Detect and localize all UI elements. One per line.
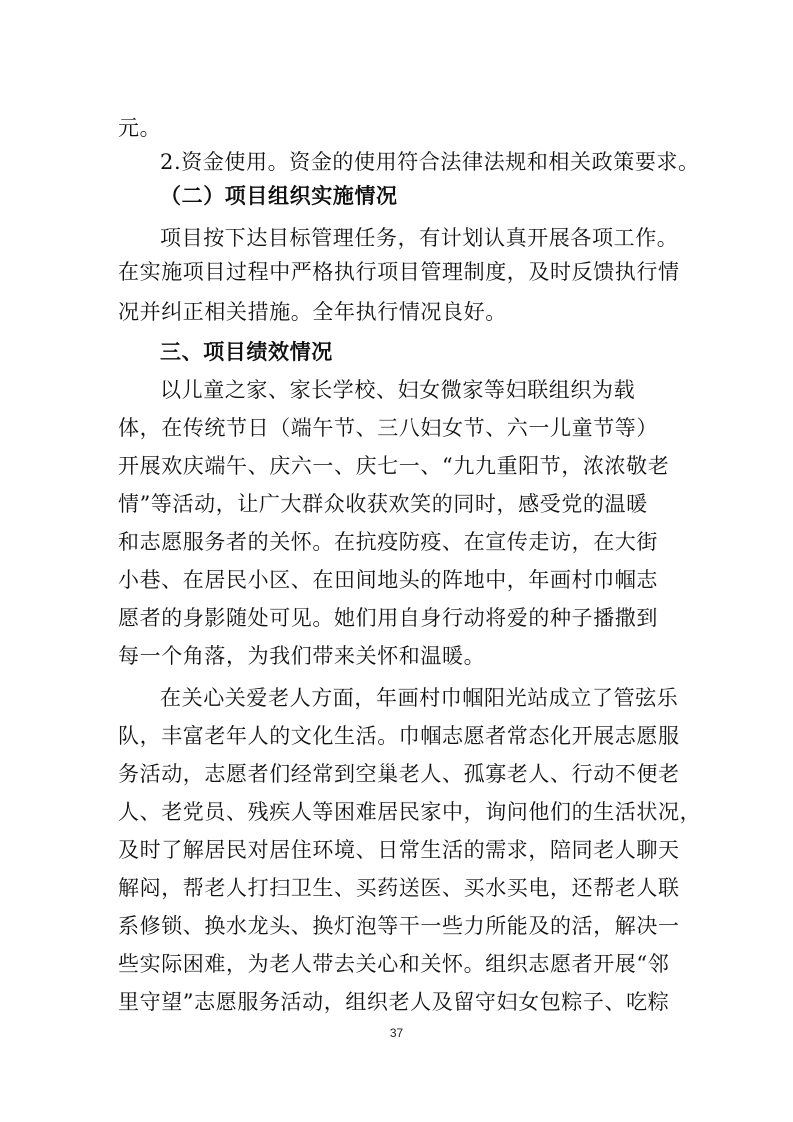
text-line-22: 系修锁、换水龙头、换灯泡等干一些力所能及的活，解决一 (118, 914, 680, 938)
text-line-8: 以儿童之家、家长学校、妇女微家等妇联组织为载 (160, 378, 636, 402)
text-line-16: 在关心关爱老人方面，年画村巾帼阳光站成立了管弦乐 (160, 686, 679, 710)
section-heading-3: 三、项目绩效情况 (160, 340, 333, 364)
text-line-23: 些实际困难，为老人带去关心和关怀。组织志愿者开展“邻 (118, 952, 670, 976)
text-line-2: 2.资金使用。资金的使用符合法律法规和相关政策要求。 (160, 150, 700, 174)
text-line-13: 小巷、在居民小区、在田间地头的阵地中，年画村巾帼志 (118, 568, 658, 592)
page-number: 37 (389, 1026, 404, 1040)
text-line-17: 队，丰富老年人的文化生活。巾帼志愿者常态化开展志愿服 (118, 724, 680, 748)
text-line-11: 情”等活动，让广大群众收获欢笑的同时，感受党的温暖 (118, 492, 648, 516)
text-line-24: 里守望”志愿服务活动，组织老人及留守妇女包粽子、吃粽 (118, 990, 670, 1014)
text-line-4: 项目按下达目标管理任务，有计划认真开展各项工作。 (160, 226, 679, 250)
text-line-1: 元。 (118, 116, 162, 140)
text-line-9: 体，在传统节日（端午节、三八妇女节、六一儿童节等） (118, 416, 658, 440)
text-line-18: 务活动，志愿者们经常到空巢老人、孤寡老人、行动不便老 (118, 762, 680, 786)
section-heading-2: （二）项目组织实施情况 (160, 184, 398, 208)
text-line-20: 及时了解居民对居住环境、日常生活的需求，陪同老人聊天 (118, 838, 680, 862)
text-line-10: 开展欢庆端午、庆六一、庆七一、“九九重阳节，浓浓敬老 (118, 454, 670, 478)
text-line-19: 人、老党员、残疾人等困难居民家中，询问他们的生活状况， (118, 800, 702, 824)
text-line-5: 在实施项目过程中严格执行项目管理制度，及时反馈执行情 (118, 260, 680, 284)
text-line-14: 愿者的身影随处可见。她们用自身行动将爱的种子播撒到 (118, 606, 658, 630)
text-line-12: 和志愿服务者的关怀。在抗疫防疫、在宣传走访，在大街 (118, 530, 658, 554)
text-line-6: 况并纠正相关措施。全年执行情况良好。 (118, 300, 507, 324)
text-line-21: 解闷，帮老人打扫卫生、买药送医、买水买电，还帮老人联 (118, 876, 680, 900)
text-line-15: 每一个角落，为我们带来关怀和温暖。 (118, 644, 486, 668)
